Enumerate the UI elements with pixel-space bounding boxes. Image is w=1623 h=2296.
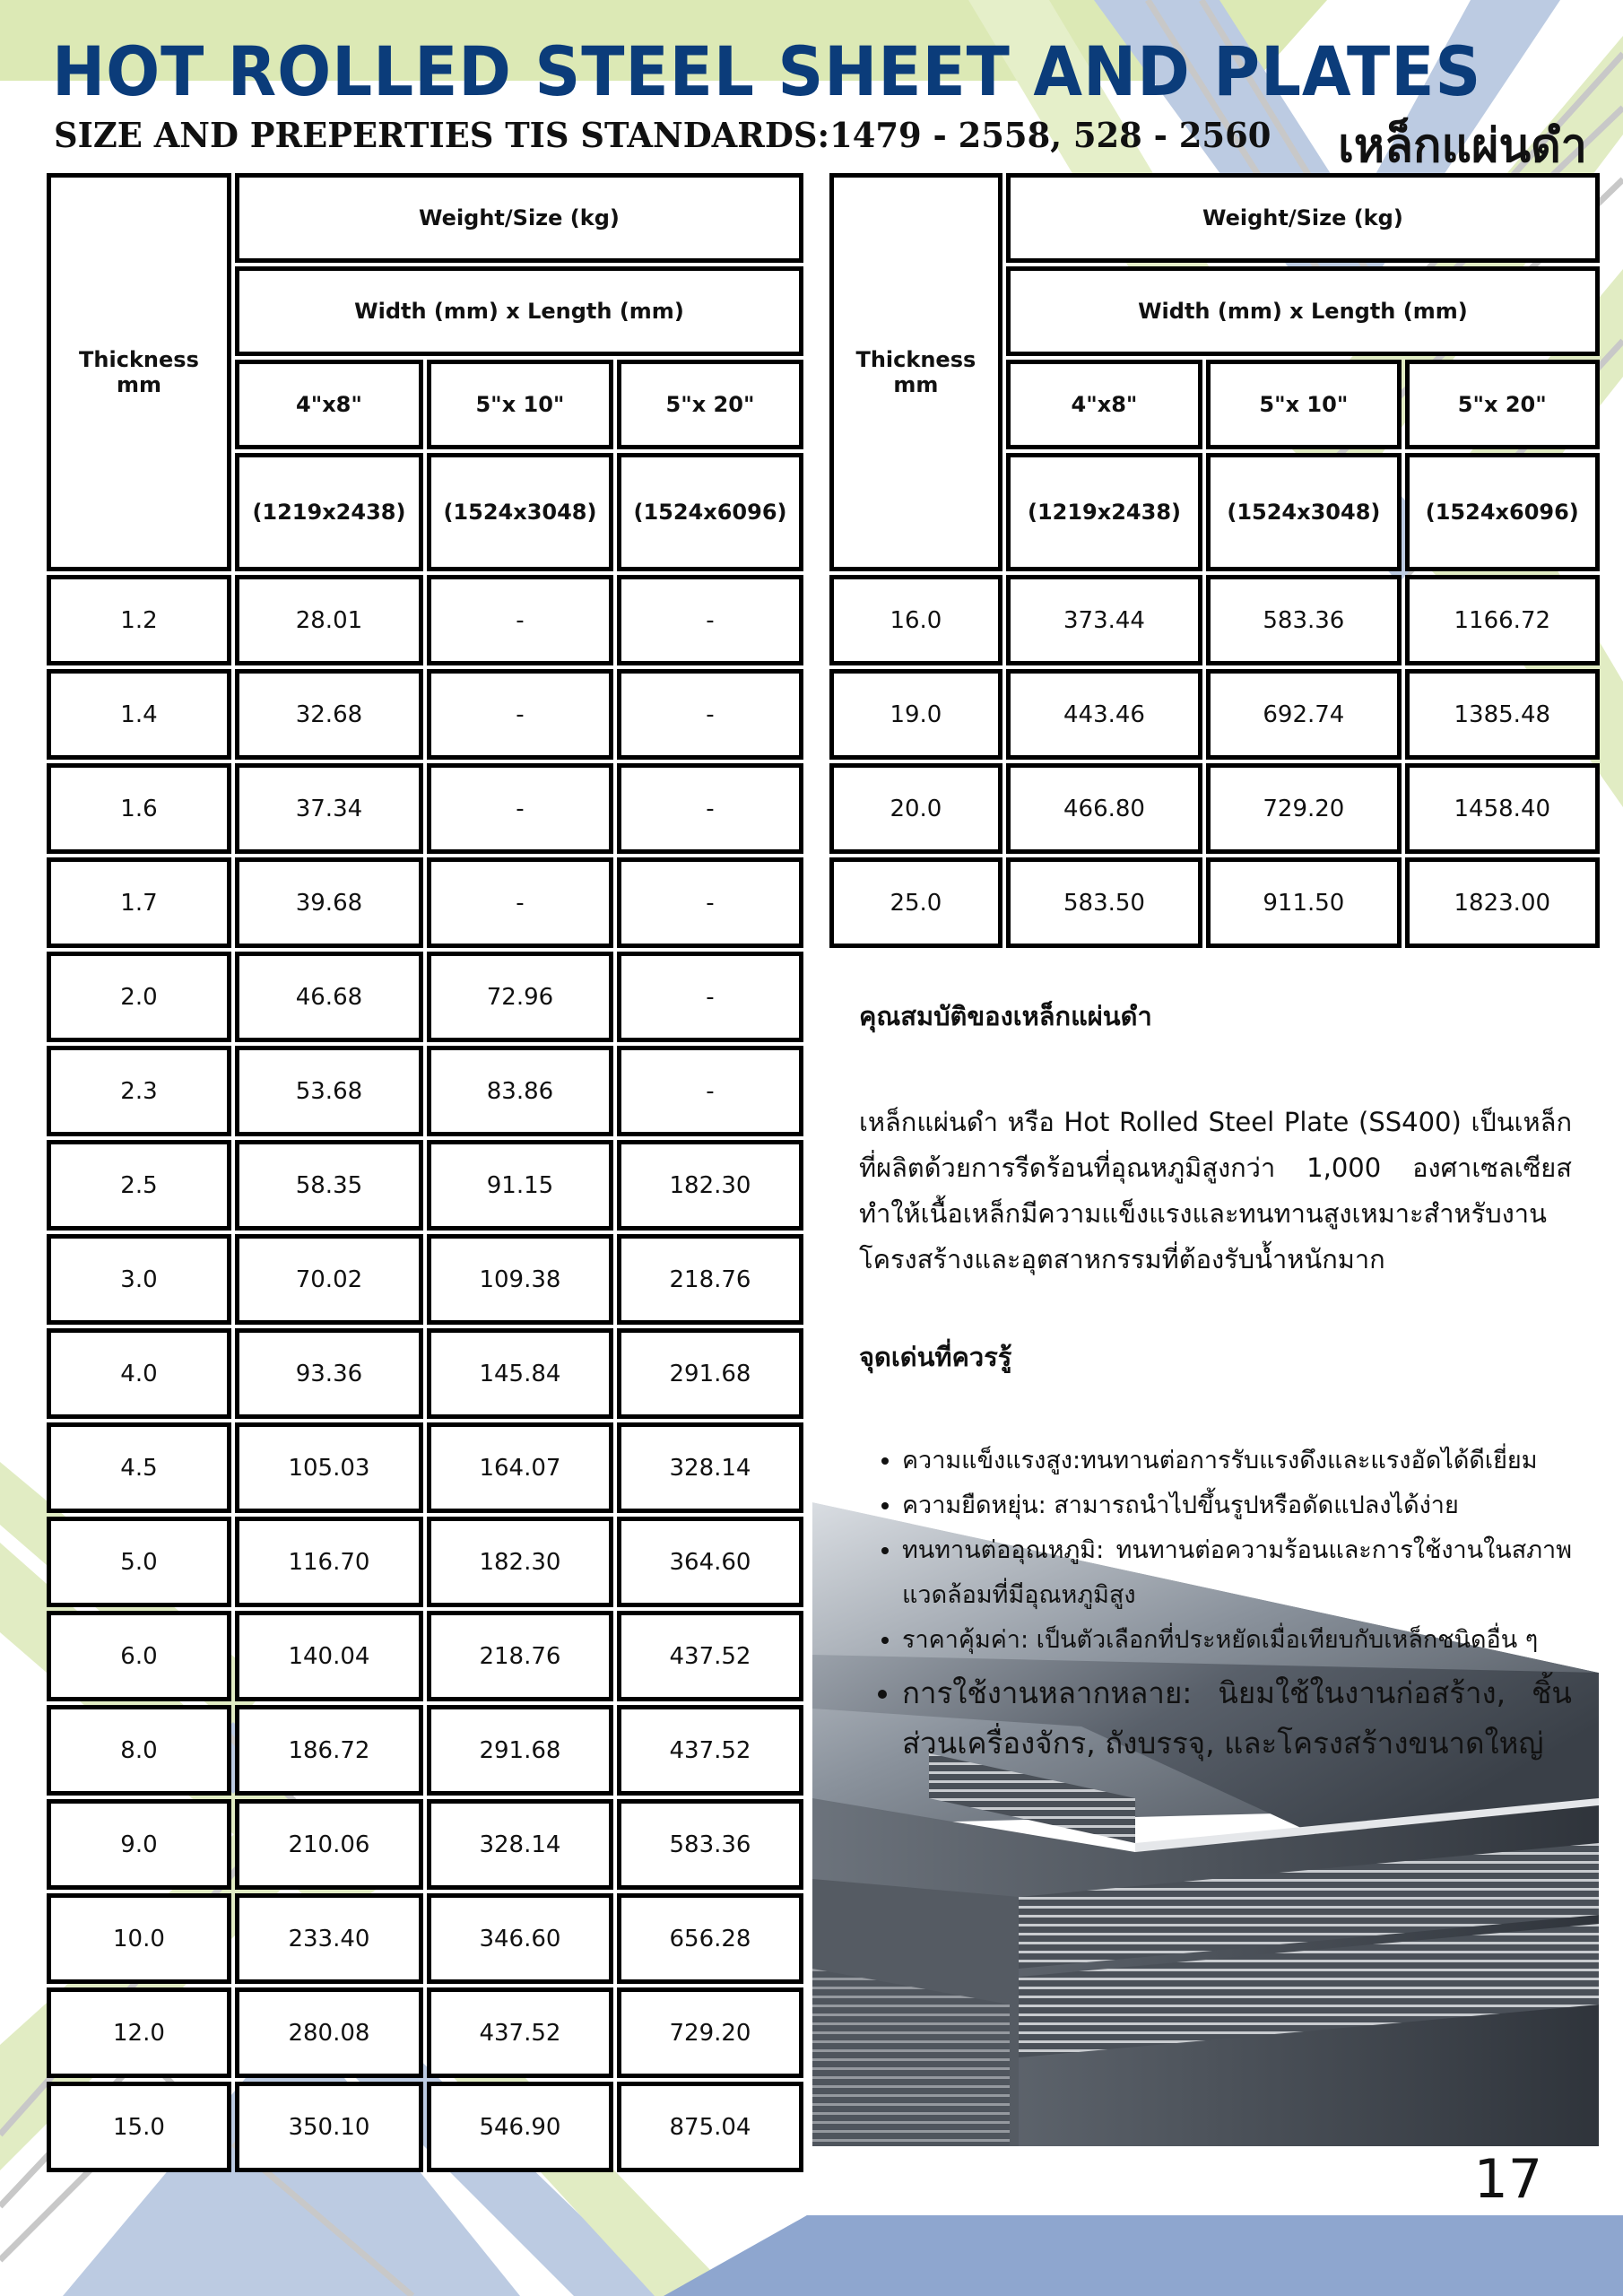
highlights-list	[859, 1439, 1572, 1769]
weight-cell: 437.52	[617, 1611, 803, 1701]
weight-cell: 233.40	[235, 1893, 423, 1984]
size-imperial-header: 4"x8"	[1006, 360, 1202, 449]
thickness-cell: 25.0	[829, 857, 1002, 948]
weight-cell: 373.44	[1006, 575, 1202, 665]
weight-cell: 328.14	[617, 1422, 803, 1513]
size-imperial-header: 5"x 20"	[617, 360, 803, 449]
weight-cell: 210.06	[235, 1799, 423, 1890]
weight-cell: 443.46	[1006, 669, 1202, 760]
thickness-cell: 2.3	[47, 1046, 231, 1136]
standards-subtitle: SIZE AND PREPERTIES TIS STANDARDS:1479 - 2558, 528 - 2560	[54, 115, 1271, 155]
table-row	[47, 575, 803, 665]
weight-cell: -	[617, 1046, 803, 1136]
table-row	[47, 1140, 803, 1231]
weight-table-right-body	[829, 575, 1600, 948]
size-imperial-header: 5"x 10"	[427, 360, 613, 449]
thickness-cell: 8.0	[47, 1705, 231, 1796]
thickness-cell: 1.6	[47, 763, 231, 854]
weight-cell: 116.70	[235, 1517, 423, 1607]
thickness-cell: 1.7	[47, 857, 231, 948]
weight-cell: 729.20	[617, 1987, 803, 2078]
weight-cell: -	[617, 952, 803, 1042]
weight-cell: 58.35	[235, 1140, 423, 1231]
thai-title: เหล็กแผ่นดำ	[1338, 119, 1587, 173]
weight-cell: 164.07	[427, 1422, 613, 1513]
table-row	[47, 669, 803, 760]
weight-cell: 145.84	[427, 1328, 613, 1419]
table-row	[47, 1705, 803, 1796]
table-row	[829, 669, 1600, 760]
weight-cell: 105.03	[235, 1422, 423, 1513]
thickness-cell: 5.0	[47, 1517, 231, 1607]
size-imperial-header: 4"x8"	[235, 360, 423, 449]
weight-cell: 46.68	[235, 952, 423, 1042]
info-section	[859, 996, 1572, 1769]
table-row	[47, 952, 803, 1042]
table-row	[47, 1422, 803, 1513]
width-length-header: Width (mm) x Length (mm)	[235, 266, 803, 356]
weight-cell: 466.80	[1006, 763, 1202, 854]
weight-cell: 28.01	[235, 575, 423, 665]
weight-cell: 39.68	[235, 857, 423, 948]
weight-cell: 218.76	[617, 1234, 803, 1325]
weight-cell: 656.28	[617, 1893, 803, 1984]
size-metric-header: (1524x3048)	[1206, 453, 1401, 571]
weight-cell: -	[427, 857, 613, 948]
weight-cell: 1385.48	[1405, 669, 1600, 760]
page-title: HOT ROLLED STEEL SHEET AND PLATES	[52, 31, 1482, 111]
table-row	[47, 1987, 803, 2078]
weight-cell: 83.86	[427, 1046, 613, 1136]
weight-cell: 911.50	[1206, 857, 1401, 948]
weight-cell: 346.60	[427, 1893, 613, 1984]
table-row	[829, 857, 1600, 948]
weight-size-header: Weight/Size (kg)	[1006, 173, 1600, 263]
weight-cell: 583.36	[1206, 575, 1401, 665]
weight-cell: 70.02	[235, 1234, 423, 1325]
weight-cell: 37.34	[235, 763, 423, 854]
size-imperial-header: 5"x 20"	[1405, 360, 1600, 449]
thickness-cell: 10.0	[47, 1893, 231, 1984]
weight-cell: 32.68	[235, 669, 423, 760]
weight-cell: 692.74	[1206, 669, 1401, 760]
size-metric-header: (1524x6096)	[1405, 453, 1600, 571]
thickness-cell: 1.4	[47, 669, 231, 760]
highlight-item: • ความแข็งแรงสูง:ทนทานต่อการรับแรงดึงและแรงอัดได้ดีเยี่ยม	[902, 1439, 1572, 1483]
page-number: 17	[1473, 2148, 1542, 2211]
weight-table-right	[826, 170, 1603, 952]
weight-cell: 729.20	[1206, 763, 1401, 854]
table-row	[47, 763, 803, 854]
size-metric-header: (1524x6096)	[617, 453, 803, 571]
highlight-item: • ความยืดหยุ่น: สามารถนำไปขึ้นรูปหรือดัดแปลงได้ง่าย	[902, 1483, 1572, 1528]
size-metric-header: (1219x2438)	[235, 453, 423, 571]
properties-text: เหล็กแผ่นดำ หรือ Hot Rolled Steel Plate (SS400) เป็นเหล็กที่ผลิตด้วยการรีดร้อนที่อุณหภูมิสูงกว่า 1,000 องศาเซลเซียส ทำให้เนื้อเหล็กมีความแข็งแรงและทนทานสูงเหมาะสำหรับงานโครงสร้างและอุตสาหกรรมที่ต้องรับน้ำหนักมาก	[859, 1107, 1572, 1274]
weight-cell: 583.36	[617, 1799, 803, 1890]
weight-cell: 182.30	[427, 1517, 613, 1607]
weight-cell: 1458.40	[1405, 763, 1600, 854]
size-metric-header: (1524x3048)	[427, 453, 613, 571]
weight-cell: 1166.72	[1405, 575, 1600, 665]
properties-heading: คุณสมบัติของเหล็กแผ่นดำ	[859, 1001, 1152, 1031]
table-row	[47, 857, 803, 948]
weight-cell: -	[617, 857, 803, 948]
weight-cell: -	[427, 575, 613, 665]
table-row	[47, 1517, 803, 1607]
weight-cell: 72.96	[427, 952, 613, 1042]
table-row	[47, 1893, 803, 1984]
thickness-cell: 6.0	[47, 1611, 231, 1701]
weight-cell: 350.10	[235, 2082, 423, 2172]
weight-cell: 280.08	[235, 1987, 423, 2078]
thickness-cell: 2.0	[47, 952, 231, 1042]
width-length-header: Width (mm) x Length (mm)	[1006, 266, 1600, 356]
weight-cell: 218.76	[427, 1611, 613, 1701]
thickness-header: Thickness mm	[829, 173, 1002, 571]
weight-cell: 140.04	[235, 1611, 423, 1701]
size-metric-header: (1219x2438)	[1006, 453, 1202, 571]
weight-cell: 1823.00	[1405, 857, 1600, 948]
thickness-cell: 19.0	[829, 669, 1002, 760]
footer-blue-band	[681, 2215, 1623, 2296]
weight-cell: 583.50	[1006, 857, 1202, 948]
table-row	[47, 1046, 803, 1136]
weight-cell: 546.90	[427, 2082, 613, 2172]
weight-cell: -	[427, 763, 613, 854]
weight-cell: 875.04	[617, 2082, 803, 2172]
table-row	[47, 1799, 803, 1890]
weight-cell: -	[617, 669, 803, 760]
weight-cell: 437.52	[427, 1987, 613, 2078]
thickness-cell: 16.0	[829, 575, 1002, 665]
thickness-cell: 4.5	[47, 1422, 231, 1513]
table-row	[829, 575, 1600, 665]
weight-cell: 93.36	[235, 1328, 423, 1419]
table-row	[829, 763, 1600, 854]
weight-cell: -	[427, 669, 613, 760]
table-row	[47, 1611, 803, 1701]
table-row	[47, 1234, 803, 1325]
weight-cell: 182.30	[617, 1140, 803, 1231]
thickness-cell: 12.0	[47, 1987, 231, 2078]
table-row	[47, 1328, 803, 1419]
thickness-cell: 20.0	[829, 763, 1002, 854]
thickness-cell: 4.0	[47, 1328, 231, 1419]
weight-cell: -	[617, 575, 803, 665]
weight-cell: 109.38	[427, 1234, 613, 1325]
weight-cell: 53.68	[235, 1046, 423, 1136]
thickness-cell: 2.5	[47, 1140, 231, 1231]
weight-cell: -	[617, 763, 803, 854]
table-row	[47, 2082, 803, 2172]
weight-cell: 291.68	[617, 1328, 803, 1419]
thickness-cell: 3.0	[47, 1234, 231, 1325]
thickness-cell: 15.0	[47, 2082, 231, 2172]
weight-cell: 328.14	[427, 1799, 613, 1890]
weight-cell: 186.72	[235, 1705, 423, 1796]
weight-cell: 437.52	[617, 1705, 803, 1796]
weight-cell: 91.15	[427, 1140, 613, 1231]
weight-cell: 291.68	[427, 1705, 613, 1796]
weight-table-left	[43, 170, 807, 2176]
thickness-cell: 9.0	[47, 1799, 231, 1890]
highlight-item: • ทนทานต่ออุณหภูมิ: ทนทานต่อความร้อนและการใช้งานในสภาพแวดล้อมที่มีอุณหภูมิสูง	[902, 1528, 1572, 1618]
weight-size-header: Weight/Size (kg)	[235, 173, 803, 263]
thickness-cell: 1.2	[47, 575, 231, 665]
highlights-heading: จุดเด่นที่ควรรู้	[859, 1342, 1012, 1372]
thickness-header: Thickness mm	[47, 173, 231, 571]
weight-table-left-body	[47, 575, 803, 2172]
highlight-item: • ราคาคุ้มค่า: เป็นตัวเลือกที่ประหยัดเมื่อเทียบกับเหล็กชนิดอื่น ๆ	[902, 1618, 1572, 1663]
size-imperial-header: 5"x 10"	[1206, 360, 1401, 449]
weight-cell: 364.60	[617, 1517, 803, 1607]
highlight-item: • การใช้งานหลากหลาย: นิยมใช้ในงานก่อสร้าง, ชิ้นส่วนเครื่องจักร, ถังบรรจุ, และโครงสร้างขนาดใหญ่	[902, 1668, 1572, 1769]
